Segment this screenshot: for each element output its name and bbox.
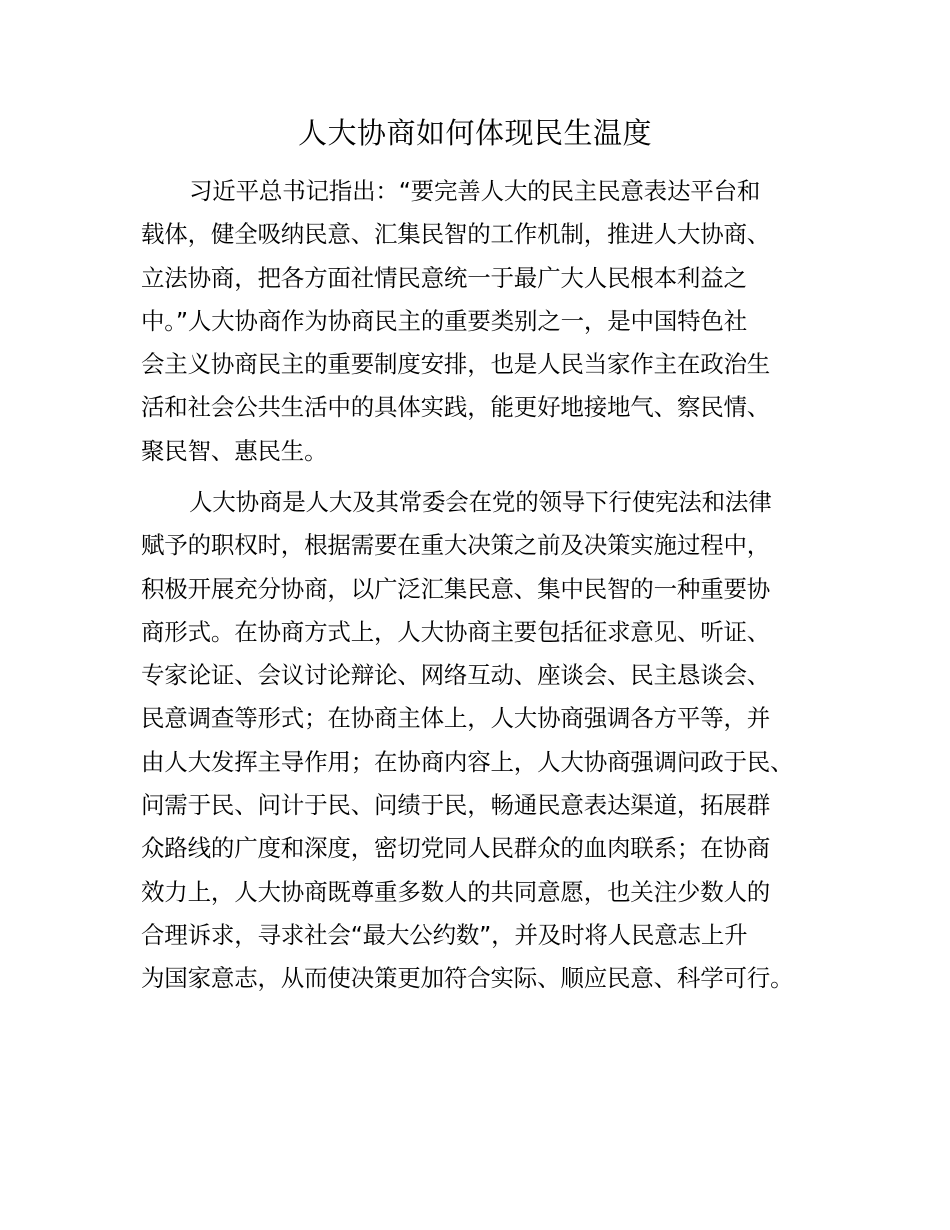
paragraph-line: 习近平总书记指出：“要完善人大的民主民意表达平台和: [189, 177, 761, 205]
paragraph-line: 聚民智、惠民生。: [141, 436, 328, 465]
paragraph-line: 为国家意志，从而使决策更加符合实际、顺应民意、科学可行。: [141, 964, 794, 993]
paragraph-line: 合理诉求，寻求社会“最大公约数”，并及时将人民意志上升: [141, 920, 748, 949]
paragraph-line: 问需于民、问计于民、问绩于民，畅通民意表达渠道，拓展群: [141, 791, 771, 820]
paragraph-line: 会主义协商民主的重要制度安排，也是人民当家作主在政治生: [141, 350, 771, 379]
paragraph-line: 众路线的广度和深度，密切党同人民群众的血肉联系；在协商: [141, 834, 771, 863]
document-title: 人大协商如何体现民生温度: [297, 116, 652, 150]
paragraph-line: 商形式。在协商方式上，人大协商主要包括征求意见、听证、: [141, 617, 771, 646]
paragraph-2: [141, 481, 841, 1001]
paragraph-line: 积极开展充分协商，以广泛汇集民意、集中民智的一种重要协: [141, 574, 771, 603]
paragraph-line: 专家论证、会议讨论辩论、网络互动、座谈会、民主恳谈会、: [141, 661, 771, 690]
paragraph-line: 立法协商，把各方面社情民意统一于最广大人民根本利益之: [141, 263, 747, 292]
paragraph-line: 载体，健全吸纳民意、汇集民智的工作机制，推进人大协商、: [141, 220, 771, 249]
paragraph-line: 中。”人大协商作为协商民主的重要类别之一，是中国特色社: [141, 306, 748, 335]
paragraph-line: 活和社会公共生活中的具体实践，能更好地接地气、察民情、: [141, 393, 771, 422]
paragraph-1: [141, 170, 841, 473]
paragraph-line: 赋予的职权时，根据需要在重大决策之前及决策实施过程中，: [141, 531, 771, 560]
paragraph-line: 效力上，人大协商既尊重多数人的共同意愿，也关注少数人的: [141, 877, 771, 906]
paragraph-line: 人大协商是人大及其常委会在党的领导下行使宪法和法律: [189, 488, 772, 516]
paragraph-line: 由人大发挥主导作用；在协商内容上，人大协商强调问政于民、: [141, 747, 794, 776]
paragraph-line: 民意调查等形式；在协商主体上，人大协商强调各方平等，并: [141, 704, 771, 733]
